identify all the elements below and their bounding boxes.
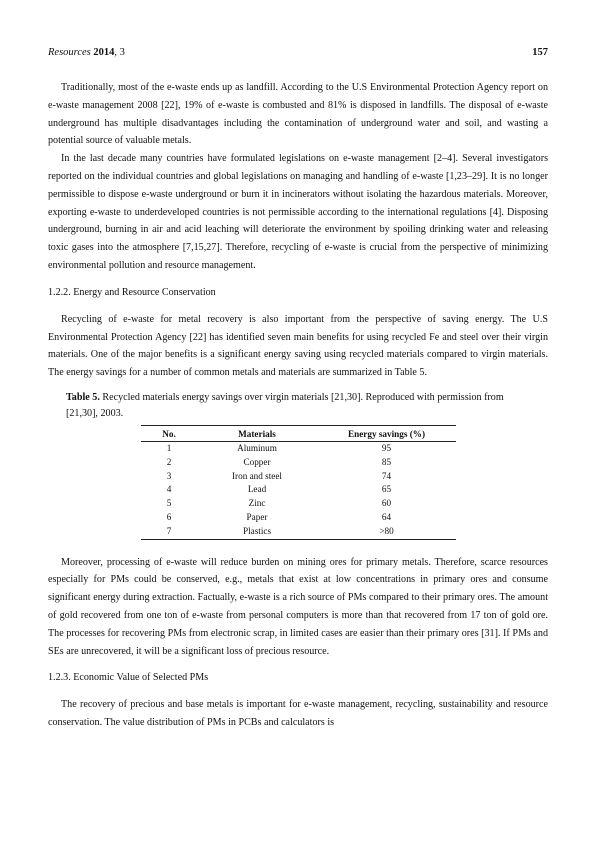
cell-savings: 60 (381, 498, 392, 509)
paragraph-mining-burden: Moreover, processing of e-waste will reduce burden on mining ores for primary metals. Therefore, scarce resources especially for PMs could be conserved, e.g., metals that exist at low concentrations in primary ores and consume significant energy during extraction. Factually, e-waste is a rich source of PMs compared to their primary ores. The amount of gold recovered from one ton of e-waste from personal computers is more than that recovered from 17 ton of gold ore. The processes for recovering PMs from electronic scrap, in limited cases are easier than their primary ores [31]. If PMs and SEs are unrecovered, it will be a significant loss of precious resource. (48, 556, 548, 657)
journal-name: Resources (48, 47, 91, 58)
cell-no: 2 (166, 456, 172, 467)
cell-savings: 85 (381, 456, 392, 467)
paragraph-landfill: Traditionally, most of the e-waste ends up as landfill. According to the U.S Environmental Protection Agency report on e-waste management 2008 [22], 19% of e-waste is combusted and 81% is disposed in landfills. The disposal of e-waste underground has multiple disadvantages including the contamination of underground water and soil, and wasting a potential source of valuable metals. (48, 82, 548, 147)
cell-savings: 65 (381, 484, 392, 495)
paragraph-economic: The recovery of precious and base metals is important for e-waste management, recycling, sustainability and resource conservation. The value distribution of PMs in PCBs and calculators is (48, 699, 548, 729)
cell-no: 7 (141, 525, 197, 539)
cell-material: Iron and steel (231, 470, 282, 481)
header-materials: Materials (197, 425, 317, 441)
table-container (48, 425, 548, 540)
section-heading-energy: 1.2.2. Energy and Resource Conservation (48, 286, 216, 298)
cell-no: 4 (166, 484, 172, 495)
cell-savings: 95 (381, 442, 392, 453)
table-row (141, 497, 456, 511)
cell-no: 6 (166, 511, 172, 522)
table-row (141, 441, 456, 455)
table-row (141, 470, 456, 484)
table-row (141, 456, 456, 470)
table-caption (66, 390, 532, 422)
header-no: No. (141, 425, 197, 441)
cell-material: Lead (247, 484, 267, 495)
cell-material: Plastics (197, 525, 317, 539)
cell-material: Zinc (248, 498, 266, 509)
journal-volume: , 3 (114, 47, 125, 58)
table-header-row (141, 425, 456, 441)
table-row (141, 511, 456, 525)
table-caption-label: Table 5. (66, 391, 100, 403)
cell-savings: 64 (381, 511, 392, 522)
cell-material: Paper (246, 511, 268, 522)
cell-material: Copper (243, 456, 271, 467)
paragraph-legislation: In the last decade many countries have formulated legislations on e-waste management [2–4]. Several investigators reported on the individual countries and global legislations on managing and handling of e-waste [1,23–29]. It is no longer permissible to dispose e-waste underground or burn it in incinerators without isolating the hazardous materials. Moreover, exporting e-waste to underdeveloped countries is not permissible according to the international regulations [4]. Disposing underground, burning in air and acid leaching will deteriorate the environment by spoiling drinking water and releasing toxic gases into the atmosphere [7,15,27]. Therefore, recycling of e-waste is crucial from the perspective of minimizing environmental pollution and resource management. (48, 153, 548, 271)
journal-citation (48, 46, 125, 60)
page-number: 157 (532, 47, 548, 58)
header-energy-savings: Energy savings (%) (317, 425, 456, 441)
table-row (141, 483, 456, 497)
paragraph-energy: Recycling of e-waste for metal recovery is also important from the perspective of saving energy. The U.S Environmental Protection Agency [22] has identified seven main benefits for using recycled Fe and steel over their virgin materials. One of the major benefits is a significant energy saving using recycled materials compared to virgin materials. The energy savings for a number of common metals and materials are summarized in Table 5. (48, 313, 548, 379)
table-caption-text: Recycled materials energy savings over virgin materials [21,30]. Reproduced with permission from [21,30], 2003. (66, 391, 504, 419)
cell-no: 3 (166, 470, 172, 481)
cell-no: 1 (166, 442, 172, 453)
cell-savings: >80 (317, 525, 456, 539)
energy-savings-table (141, 425, 456, 540)
section-heading-economic: 1.2.3. Economic Value of Selected PMs (48, 672, 209, 684)
main-content (48, 79, 548, 732)
cell-no: 5 (166, 498, 172, 509)
table-row (141, 525, 456, 539)
cell-savings: 74 (381, 470, 392, 481)
journal-year: 2014 (93, 47, 115, 58)
cell-material: Aluminum (237, 442, 277, 453)
